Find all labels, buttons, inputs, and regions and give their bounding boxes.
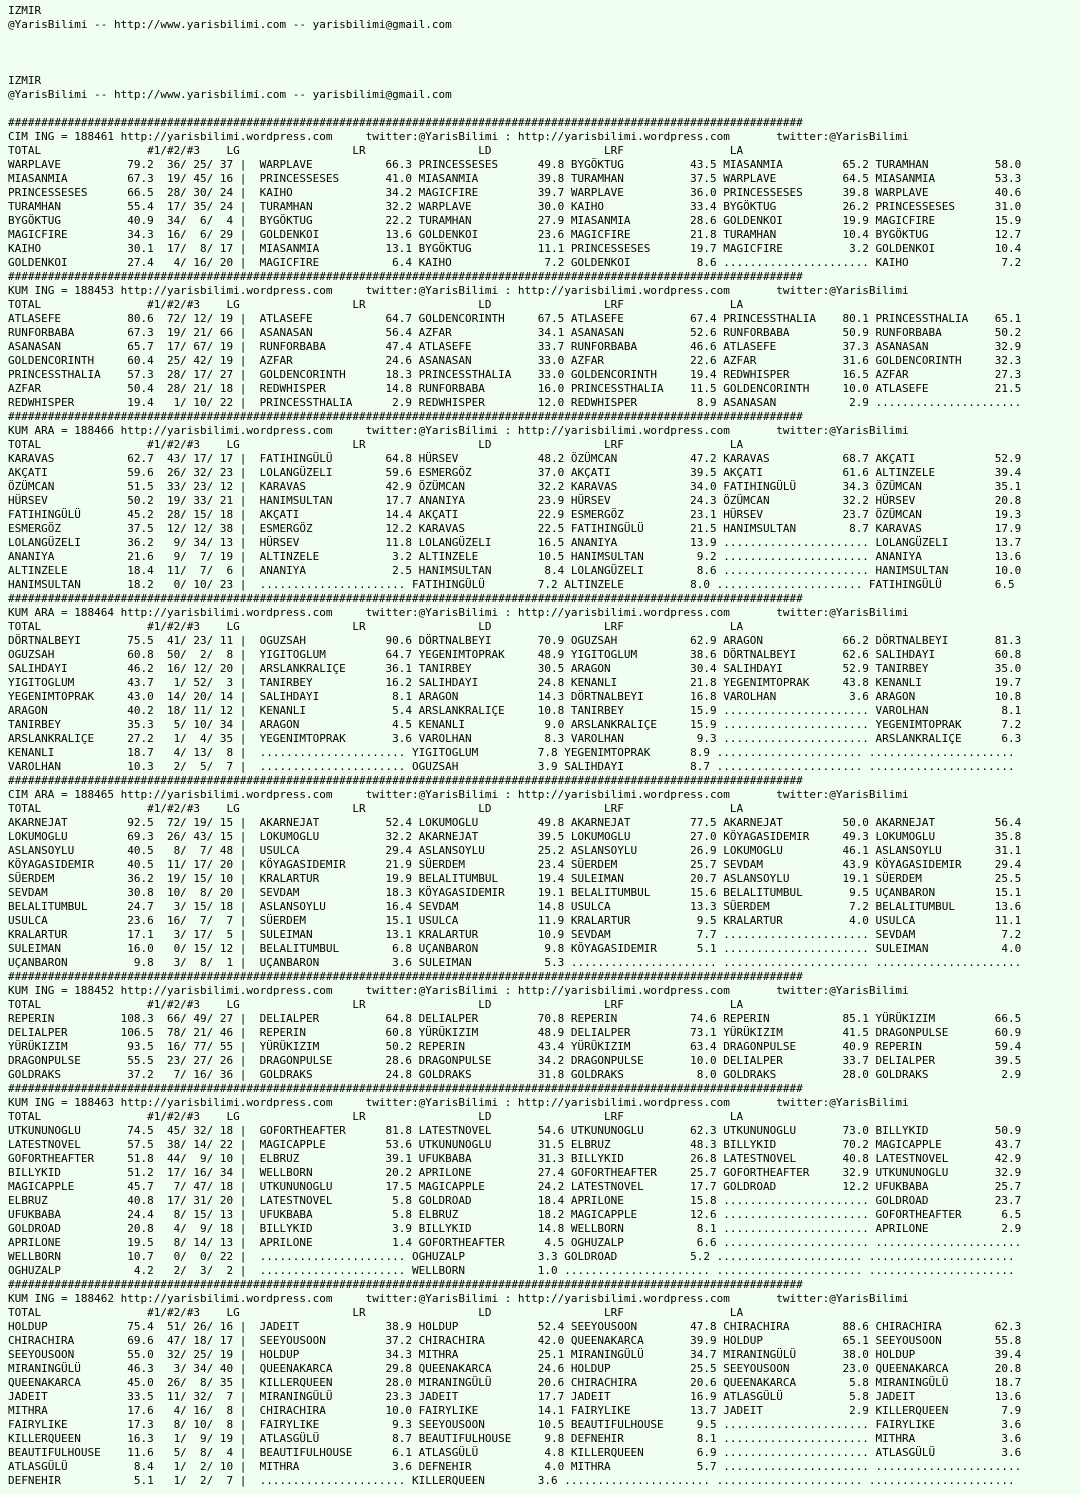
column-header-row: TOTAL #1/#2/#3 LG LR LD LRF LA: [8, 144, 744, 157]
horse-row: PRINCESSTHALIA 57.3 28/ 17/ 27 | GOLDENCORINTH 18.3 PRINCESSTHALIA 33.0 GOLDENCORINTH 19.4 REDWHISPER 16.5 AZFAR 27.3: [8, 368, 1022, 381]
horse-row: YEGENIMTOPRAK 43.0 14/ 20/ 14 | SALIHDAYI 8.1 ARAGON 14.3 DÖRTNALBEYI 16.8 VAROLHAN 3.6 ARAGON 10.8: [8, 690, 1022, 703]
section-divider: ########################################################################################################################: [8, 970, 803, 983]
horse-row: KRALARTUR 17.1 3/ 17/ 5 | SULEIMAN 13.1 KRALARTUR 10.9 SEVDAM 7.7 ...................... SEVDAM 7.2: [8, 928, 1022, 941]
text-line: IZMIR: [8, 74, 42, 87]
horse-row: APRILONE 19.5 8/ 14/ 13 | APRILONE 1.4 GOFORTHEAFTER 4.5 OGHUZALP 6.6 ...................... ......................: [8, 1236, 1022, 1249]
horse-row: AKARNEJAT 92.5 72/ 19/ 15 | AKARNEJAT 52.4 LOKUMOGLU 49.8 AKARNEJAT 77.5 AKARNEJAT 50.0 AKARNEJAT 56.4: [8, 816, 1022, 829]
race-header: KUM ARA = 188464 http://yarisbilimi.wordpress.com twitter:@YarisBilimi : http://yarisbilimi.wordpress.com twitter:@YarisBilimi: [8, 606, 909, 619]
horse-row: OGUZSAH 60.8 50/ 2/ 8 | YIGITOGLUM 64.7 YEGENIMTOPRAK 48.9 YIGITOGLUM 38.6 DÖRTNALBEYI 62.6 SALIHDAYI 60.8: [8, 648, 1022, 661]
horse-row: LATESTNOVEL 57.5 38/ 14/ 22 | MAGICAPPLE 53.6 UTKUNUNOGLU 31.5 ELBRUZ 48.3 BILLYKID 70.2 MAGICAPPLE 43.7: [8, 1138, 1022, 1151]
horse-row: GOFORTHEAFTER 51.8 44/ 9/ 10 | ELBRUZ 39.1 UFUKBABA 31.3 BILLYKID 26.8 LATESTNOVEL 40.8 LATESTNOVEL 42.9: [8, 1152, 1022, 1165]
horse-row: ANANIYA 21.6 9/ 7/ 19 | ALTINZELE 3.2 ALTINZELE 10.5 HANIMSULTAN 9.2 ...................... ANANIYA 13.6: [8, 550, 1022, 563]
section-divider: ########################################################################################################################: [8, 1278, 803, 1291]
section-divider: ########################################################################################################################: [8, 270, 803, 283]
horse-row: BELALITUMBUL 24.7 3/ 15/ 18 | ASLANSOYLU 16.4 SEVDAM 14.8 USULCA 13.3 SÜERDEM 7.2 BELALITUMBUL 13.6: [8, 900, 1022, 913]
horse-row: MAGICAPPLE 45.7 7/ 47/ 18 | UTKUNUNOGLU 17.5 MAGICAPPLE 24.2 LATESTNOVEL 17.7 GOLDROAD 12.2 UFUKBABA 25.7: [8, 1180, 1022, 1193]
horse-row: SEVDAM 30.8 10/ 8/ 20 | SEVDAM 18.3 KÖYAGASIDEMIR 19.1 BELALITUMBUL 15.6 BELALITUMBUL 9.5 UÇANBARON 15.1: [8, 886, 1022, 899]
horse-row: WELLBORN 10.7 0/ 0/ 22 | ...................... OGHUZALP 3.3 GOLDROAD 5.2 ...................... ......................: [8, 1250, 1015, 1263]
blank-line: [8, 46, 1080, 60]
text-line: @YarisBilimi -- http://www.yarisbilimi.com -- yarisbilimi@gmail.com: [8, 88, 452, 101]
horse-row: SEEYOUSOON 55.0 32/ 25/ 19 | HOLDUP 34.3 MITHRA 25.1 MIRANINGÜLÜ 34.7 MIRANINGÜLÜ 38.0 HOLDUP 39.4: [8, 1348, 1022, 1361]
text-line: IZMIR: [8, 4, 42, 17]
horse-row: DEFNEHIR 5.1 1/ 2/ 7 | ...................... KILLERQUEEN 3.6 ...................... ...................... ......................: [8, 1474, 1015, 1487]
horse-row: PRINCESSESES 66.5 28/ 30/ 24 | KAIHO 34.2 MAGICFIRE 39.7 WARPLAVE 36.0 PRINCESSESES 39.8 WARPLAVE 40.6: [8, 186, 1022, 199]
blank-line: [8, 60, 1080, 74]
horse-row: REDWHISPER 19.4 1/ 10/ 22 | PRINCESSTHALIA 2.9 REDWHISPER 12.0 REDWHISPER 8.9 ASANASAN 2.9 ......................: [8, 396, 1022, 409]
horse-row: GOLDRAKS 37.2 7/ 16/ 36 | GOLDRAKS 24.8 GOLDRAKS 31.8 GOLDRAKS 8.0 GOLDRAKS 28.0 GOLDRAKS 2.9: [8, 1068, 1022, 1081]
horse-row: LOKUMOGLU 69.3 26/ 43/ 15 | LOKUMOGLU 32.2 AKARNEJAT 39.5 LOKUMOGLU 27.0 KÖYAGASIDEMIR 49.3 LOKUMOGLU 35.8: [8, 830, 1022, 843]
section-divider: ########################################################################################################################: [8, 774, 803, 787]
horse-row: QUEENAKARCA 45.0 26/ 8/ 35 | KILLERQUEEN 28.0 MIRANINGÜLÜ 20.6 CHIRACHIRA 20.6 QUEENAKARCA 5.8 MIRANINGÜLÜ 18.7: [8, 1376, 1022, 1389]
race-header: KUM ING = 188452 http://yarisbilimi.wordpress.com twitter:@YarisBilimi : http://yarisbilimi.wordpress.com twitter:@YarisBilimi: [8, 984, 909, 997]
horse-row: DÖRTNALBEYI 75.5 41/ 23/ 11 | OGUZSAH 90.6 DÖRTNALBEYI 70.9 OGUZSAH 62.9 ARAGON 66.2 DÖRTNALBEYI 81.3: [8, 634, 1022, 647]
horse-row: VAROLHAN 10.3 2/ 5/ 7 | ...................... OGUZSAH 3.9 SALIHDAYI 8.7 ...................... ......................: [8, 760, 1015, 773]
horse-row: FAIRYLIKE 17.3 8/ 10/ 8 | FAIRYLIKE 9.3 SEEYOUSOON 10.5 BEAUTIFULHOUSE 9.5 ...................... FAIRYLIKE 3.6: [8, 1418, 1022, 1431]
horse-row: TANIRBEY 35.3 5/ 10/ 34 | ARAGON 4.5 KENANLI 9.0 ARSLANKRALIÇE 15.9 ...................... YEGENIMTOPRAK 7.2: [8, 718, 1022, 731]
horse-row: ATLASGÜLÜ 8.4 1/ 2/ 10 | MITHRA 3.6 DEFNEHIR 4.0 MITHRA 5.7 ...................... ......................: [8, 1460, 1022, 1473]
horse-row: YÜRÜKIZIM 93.5 16/ 77/ 55 | YÜRÜKIZIM 50.2 REPERIN 43.4 YÜRÜKIZIM 63.4 DRAGONPULSE 40.9 REPERIN 59.4: [8, 1040, 1022, 1053]
horse-row: DELIALPER 106.5 78/ 21/ 46 | REPERIN 60.8 YÜRÜKIZIM 48.9 DELIALPER 73.1 YÜRÜKIZIM 41.5 DRAGONPULSE 60.9: [8, 1026, 1022, 1039]
column-header-row: TOTAL #1/#2/#3 LG LR LD LRF LA: [8, 998, 744, 1011]
horse-row: MIRANINGÜLÜ 46.3 3/ 34/ 40 | QUEENAKARCA 29.8 QUEENAKARCA 24.6 HOLDUP 25.5 SEEYOUSOON 23.0 QUEENAKARCA 20.8: [8, 1362, 1022, 1375]
horse-row: ESMERGÖZ 37.5 12/ 12/ 38 | ESMERGÖZ 12.2 KARAVAS 22.5 FATIHINGÜLÜ 21.5 HANIMSULTAN 8.7 KARAVAS 17.9: [8, 522, 1022, 535]
horse-row: BILLYKID 51.2 17/ 16/ 34 | WELLBORN 20.2 APRILONE 27.4 GOFORTHEAFTER 25.7 GOFORTHEAFTER 32.9 UTKUNUNOGLU 32.9: [8, 1166, 1022, 1179]
horse-row: ASANASAN 65.7 17/ 67/ 19 | RUNFORBABA 47.4 ATLASEFE 33.7 RUNFORBABA 46.6 ATLASEFE 37.3 ASANASAN 32.9: [8, 340, 1022, 353]
column-header-row: TOTAL #1/#2/#3 LG LR LD LRF LA: [8, 620, 744, 633]
race-header: KUM ING = 188462 http://yarisbilimi.wordpress.com twitter:@YarisBilimi : http://yarisbilimi.wordpress.com twitter:@YarisBilimi: [8, 1292, 909, 1305]
horse-row: ARSLANKRALIÇE 27.2 1/ 4/ 35 | YEGENIMTOPRAK 3.6 VAROLHAN 8.3 VAROLHAN 9.3 ...................... ARSLANKRALIÇE 6.3: [8, 732, 1022, 745]
section-divider: ########################################################################################################################: [8, 410, 803, 423]
horse-row: BEAUTIFULHOUSE 11.6 5/ 8/ 4 | BEAUTIFULHOUSE 6.1 ATLASGÜLÜ 4.8 KILLERQUEEN 6.9 ...................... ATLASGÜLÜ 3.6: [8, 1446, 1022, 1459]
horse-row: HÜRSEV 50.2 19/ 33/ 21 | HANIMSULTAN 17.7 ANANIYA 23.9 HÜRSEV 24.3 ÖZÜMCAN 32.2 HÜRSEV 20.8: [8, 494, 1022, 507]
horse-row: ALTINZELE 18.4 11/ 7/ 6 | ANANIYA 2.5 HANIMSULTAN 8.4 LOLANGÜZELI 8.6 ...................... HANIMSULTAN 10.0: [8, 564, 1022, 577]
horse-row: SULEIMAN 16.0 0/ 15/ 12 | BELALITUMBUL 6.8 UÇANBARON 9.8 KÖYAGASIDEMIR 5.1 ...................... SULEIMAN 4.0: [8, 942, 1022, 955]
horse-row: ASLANSOYLU 40.5 8/ 7/ 48 | USULCA 29.4 ASLANSOYLU 25.2 ASLANSOYLU 26.9 LOKUMOGLU 46.1 ASLANSOYLU 31.1: [8, 844, 1022, 857]
horse-row: KAIHO 30.1 17/ 8/ 17 | MIASANMIA 13.1 BYGÖKTUG 11.1 PRINCESSESES 19.7 MAGICFIRE 3.2 GOLDENKOI 10.4: [8, 242, 1022, 255]
section-divider: ########################################################################################################################: [8, 116, 803, 129]
blank-line: [8, 102, 1080, 116]
column-header-row: TOTAL #1/#2/#3 LG LR LD LRF LA: [8, 1306, 744, 1319]
section-divider: ########################################################################################################################: [8, 1082, 803, 1095]
column-header-row: TOTAL #1/#2/#3 LG LR LD LRF LA: [8, 298, 744, 311]
horse-row: GOLDENKOI 27.4 4/ 16/ 20 | MAGICFIRE 6.4 KAIHO 7.2 GOLDENKOI 8.6 ...................... KAIHO 7.2: [8, 256, 1022, 269]
horse-row: HOLDUP 75.4 51/ 26/ 16 | JADEIT 38.9 HOLDUP 52.4 SEEYOUSOON 47.8 CHIRACHIRA 88.6 CHIRACHIRA 62.3: [8, 1320, 1022, 1333]
column-header-row: TOTAL #1/#2/#3 LG LR LD LRF LA: [8, 438, 744, 451]
horse-row: FATIHINGÜLÜ 45.2 28/ 15/ 18 | AKÇATI 14.4 AKÇATI 22.9 ESMERGÖZ 23.1 HÜRSEV 23.7 ÖZÜMCAN 19.3: [8, 508, 1022, 521]
horse-row: MITHRA 17.6 4/ 16/ 8 | CHIRACHIRA 10.0 FAIRYLIKE 14.1 FAIRYLIKE 13.7 JADEIT 2.9 KILLERQUEEN 7.9: [8, 1404, 1022, 1417]
column-header-row: TOTAL #1/#2/#3 LG LR LD LRF LA: [8, 802, 744, 815]
horse-row: AKÇATI 59.6 26/ 32/ 23 | LOLANGÜZELI 59.6 ESMERGÖZ 37.0 AKÇATI 39.5 AKÇATI 61.6 ALTINZELE 39.4: [8, 466, 1022, 479]
horse-row: ELBRUZ 40.8 17/ 31/ 20 | LATESTNOVEL 5.8 GOLDROAD 18.4 APRILONE 15.8 ...................... GOLDROAD 23.7: [8, 1194, 1022, 1207]
horse-row: DRAGONPULSE 55.5 23/ 27/ 26 | DRAGONPULSE 28.6 DRAGONPULSE 34.2 DRAGONPULSE 10.0 DELIALPER 33.7 DELIALPER 39.5: [8, 1054, 1022, 1067]
text-line: @YarisBilimi -- http://www.yarisbilimi.com -- yarisbilimi@gmail.com: [8, 18, 452, 31]
blank-line: [8, 32, 1080, 46]
horse-row: JADEIT 33.5 11/ 32/ 7 | MIRANINGÜLÜ 23.3 JADEIT 17.7 JADEIT 16.9 ATLASGÜLÜ 5.8 JADEIT 13.6: [8, 1390, 1022, 1403]
race-header: KUM ING = 188463 http://yarisbilimi.wordpress.com twitter:@YarisBilimi : http://yarisbilimi.wordpress.com twitter:@YarisBilimi: [8, 1096, 909, 1109]
horse-row: UFUKBABA 24.4 8/ 15/ 13 | UFUKBABA 5.8 ELBRUZ 18.2 MAGICAPPLE 12.6 ...................... GOFORTHEAFTER 6.5: [8, 1208, 1022, 1221]
race-header: CIM ING = 188461 http://yarisbilimi.wordpress.com twitter:@YarisBilimi : http://yarisbilimi.wordpress.com twitter:@YarisBilimi: [8, 130, 909, 143]
horse-row: SÜERDEM 36.2 19/ 15/ 10 | KRALARTUR 19.9 BELALITUMBUL 19.4 SULEIMAN 20.7 ASLANSOYLU 19.1 SÜERDEM 25.5: [8, 872, 1022, 885]
horse-row: AZFAR 50.4 28/ 21/ 18 | REDWHISPER 14.8 RUNFORBABA 16.0 PRINCESSTHALIA 11.5 GOLDENCORINTH 10.0 ATLASEFE 21.5: [8, 382, 1022, 395]
horse-row: BYGÖKTUG 40.9 34/ 6/ 4 | BYGÖKTUG 22.2 TURAMHAN 27.9 MIASANMIA 28.6 GOLDENKOI 19.9 MAGICFIRE 15.9: [8, 214, 1022, 227]
horse-row: REPERIN 108.3 66/ 49/ 27 | DELIALPER 64.8 DELIALPER 70.8 REPERIN 74.6 REPERIN 85.1 YÜRÜKIZIM 66.5: [8, 1012, 1022, 1025]
column-header-row: TOTAL #1/#2/#3 LG LR LD LRF LA: [8, 1110, 744, 1123]
horse-row: TURAMHAN 55.4 17/ 35/ 24 | TURAMHAN 32.2 WARPLAVE 30.0 KAIHO 33.4 BYGÖKTUG 26.2 PRINCESSESES 31.0: [8, 200, 1022, 213]
horse-row: YIGITOGLUM 43.7 1/ 52/ 3 | TANIRBEY 16.2 SALIHDAYI 24.8 KENANLI 21.8 YEGENIMTOPRAK 43.8 KENANLI 19.7: [8, 676, 1022, 689]
race-header: KUM ARA = 188466 http://yarisbilimi.wordpress.com twitter:@YarisBilimi : http://yarisbilimi.wordpress.com twitter:@YarisBilimi: [8, 424, 909, 437]
horse-row: KÖYAGASIDEMIR 40.5 11/ 17/ 20 | KÖYAGASIDEMIR 21.9 SÜERDEM 23.4 SÜERDEM 25.7 SEVDAM 43.9 KÖYAGASIDEMIR 29.4: [8, 858, 1022, 871]
horse-row: USULCA 23.6 16/ 7/ 7 | SÜERDEM 15.1 USULCA 11.9 KRALARTUR 9.5 KRALARTUR 4.0 USULCA 11.1: [8, 914, 1022, 927]
horse-row: RUNFORBABA 67.3 19/ 21/ 66 | ASANASAN 56.4 AZFAR 34.1 ASANASAN 52.6 RUNFORBABA 50.9 RUNFORBABA 50.2: [8, 326, 1022, 339]
horse-row: KILLERQUEEN 16.3 1/ 9/ 19 | ATLASGÜLÜ 8.7 BEAUTIFULHOUSE 9.8 DEFNEHIR 8.1 ...................... MITHRA 3.6: [8, 1432, 1022, 1445]
section-divider: ########################################################################################################################: [8, 592, 803, 605]
horse-row: MAGICFIRE 34.3 16/ 6/ 29 | GOLDENKOI 13.6 GOLDENKOI 23.6 MAGICFIRE 21.8 TURAMHAN 10.4 BYGÖKTUG 12.7: [8, 228, 1022, 241]
horse-row: CHIRACHIRA 69.6 47/ 18/ 17 | SEEYOUSOON 37.2 CHIRACHIRA 42.0 QUEENAKARCA 39.9 HOLDUP 65.1 SEEYOUSOON 55.8: [8, 1334, 1022, 1347]
horse-row: ARAGON 40.2 18/ 11/ 12 | KENANLI 5.4 ARSLANKRALIÇE 10.8 TANIRBEY 15.9 ...................... VAROLHAN 8.1: [8, 704, 1022, 717]
horse-row: ATLASEFE 80.6 72/ 12/ 19 | ATLASEFE 64.7 GOLDENCORINTH 67.5 ATLASEFE 67.4 PRINCESSTHALIA 80.1 PRINCESSTHALIA 65.1: [8, 312, 1022, 325]
horse-row: GOLDENCORINTH 60.4 25/ 42/ 19 | AZFAR 24.6 ASANASAN 33.0 AZFAR 22.6 AZFAR 31.6 GOLDENCORINTH 32.3: [8, 354, 1022, 367]
horse-row: SALIHDAYI 46.2 16/ 12/ 20 | ARSLANKRALIÇE 36.1 TANIRBEY 30.5 ARAGON 30.4 SALIHDAYI 52.9 TANIRBEY 35.0: [8, 662, 1022, 675]
race-header: KUM ING = 188453 http://yarisbilimi.wordpress.com twitter:@YarisBilimi : http://yarisbilimi.wordpress.com twitter:@YarisBilimi: [8, 284, 909, 297]
race-header: CIM ARA = 188465 http://yarisbilimi.wordpress.com twitter:@YarisBilimi : http://yarisbilimi.wordpress.com twitter:@YarisBilimi: [8, 788, 909, 801]
horse-row: UÇANBARON 9.8 3/ 8/ 1 | UÇANBARON 3.6 SULEIMAN 5.3 ...................... ...................... ......................: [8, 956, 1022, 969]
horse-row: OGHUZALP 4.2 2/ 3/ 2 | ...................... WELLBORN 1.0 ...................... ...................... ......................: [8, 1264, 1015, 1277]
horse-row: KENANLI 18.7 4/ 13/ 8 | ...................... YIGITOGLUM 7.8 YEGENIMTOPRAK 8.9 ...................... ......................: [8, 746, 1015, 759]
horse-row: HANIMSULTAN 18.2 0/ 10/ 23 | ...................... FATIHINGÜLÜ 7.2 ALTINZELE 8.0 ...................... FATIHINGÜLÜ 6.5: [8, 578, 1015, 591]
horse-row: UTKUNUNOGLU 74.5 45/ 32/ 18 | GOFORTHEAFTER 81.8 LATESTNOVEL 54.6 UTKUNUNOGLU 62.3 UTKUNUNOGLU 73.0 BILLYKID 50.9: [8, 1124, 1022, 1137]
horse-row: LOLANGÜZELI 36.2 9/ 34/ 13 | HÜRSEV 11.8 LOLANGÜZELI 16.5 ANANIYA 13.9 ...................... LOLANGÜZELI 13.7: [8, 536, 1022, 549]
horse-row: ÖZÜMCAN 51.5 33/ 23/ 12 | KARAVAS 42.9 ÖZÜMCAN 32.2 KARAVAS 34.0 FATIHINGÜLÜ 34.3 ÖZÜMCAN 35.1: [8, 480, 1022, 493]
horse-row: WARPLAVE 79.2 36/ 25/ 37 | WARPLAVE 66.3 PRINCESSESES 49.8 BYGÖKTUG 43.5 MIASANMIA 65.2 TURAMHAN 58.0: [8, 158, 1022, 171]
horse-row: KARAVAS 62.7 43/ 17/ 17 | FATIHINGÜLÜ 64.8 HÜRSEV 48.2 ÖZÜMCAN 47.2 KARAVAS 68.7 AKÇATI 52.9: [8, 452, 1022, 465]
horse-row: MIASANMIA 67.3 19/ 45/ 16 | PRINCESSESES 41.0 MIASANMIA 39.8 TURAMHAN 37.5 WARPLAVE 64.5 MIASANMIA 53.3: [8, 172, 1022, 185]
horse-row: GOLDROAD 20.8 4/ 9/ 18 | BILLYKID 3.9 BILLYKID 14.8 WELLBORN 8.1 ...................... APRILONE 2.9: [8, 1222, 1022, 1235]
